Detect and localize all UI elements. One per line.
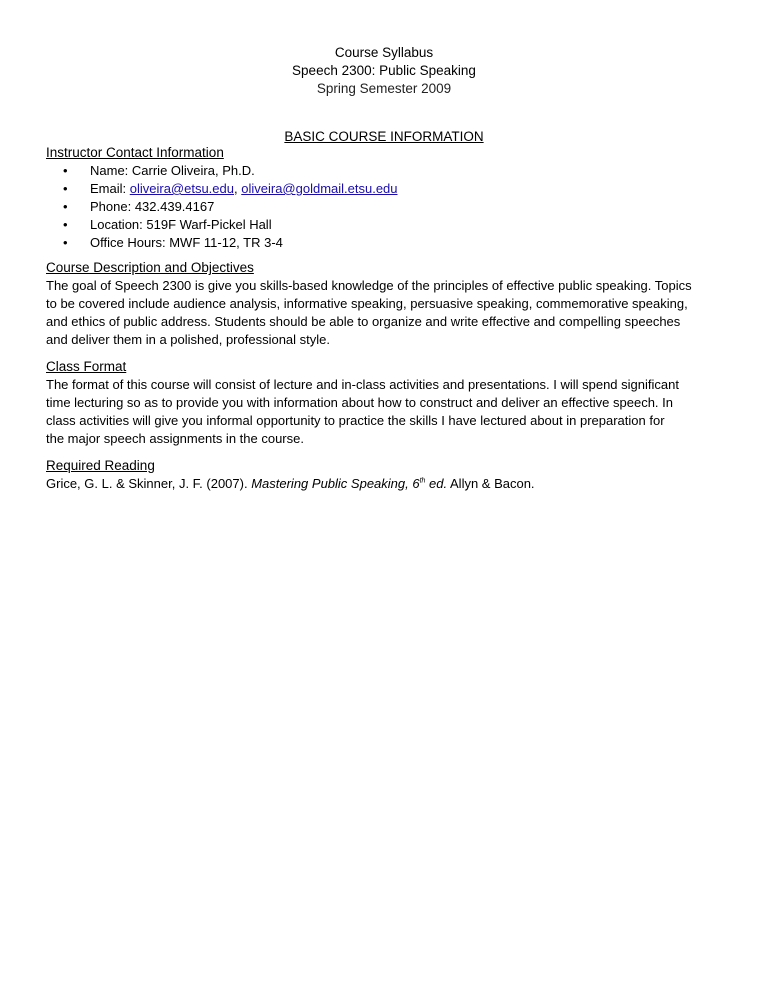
- bullet-icon: •: [63, 217, 68, 232]
- document-header: [0, 44, 768, 98]
- citation-title: Mastering Public Speaking, 6: [251, 476, 420, 491]
- section-banner: BASIC COURSE INFORMATION: [284, 129, 484, 144]
- email-label: Email:: [90, 181, 130, 196]
- class-format-section: [46, 358, 736, 448]
- bullet-icon: •: [63, 163, 68, 178]
- contact-location: Location: 519F Warf-Pickel Hall: [90, 217, 272, 232]
- citation: [46, 475, 736, 493]
- contact-name: Name: Carrie Oliveira, Ph.D.: [90, 163, 255, 178]
- required-reading-section: [46, 457, 736, 493]
- course-description-heading: Course Description and Objectives: [46, 260, 254, 275]
- email-link-goldmail[interactable]: oliveira@goldmail.etsu.edu: [241, 181, 398, 196]
- description-line: The goal of Speech 2300 is give you skills-based knowledge of the principles of effective public speaking. Topics: [46, 278, 692, 293]
- list-item: [46, 216, 736, 234]
- instructor-contact-heading: Instructor Contact Information: [46, 145, 224, 160]
- bullet-icon: •: [63, 235, 68, 250]
- description-line: to be covered include audience analysis, informative speaking, persuasive speaking, commemorative speaking,: [46, 296, 688, 311]
- contact-phone: Phone: 432.439.4167: [90, 199, 215, 214]
- class-format-heading: Class Format: [46, 359, 127, 374]
- course-name: Speech 2300: Public Speaking: [292, 63, 476, 78]
- document-title: Course Syllabus: [334, 45, 434, 60]
- bullet-icon: •: [63, 199, 68, 214]
- citation-edition-word: ed.: [425, 476, 448, 491]
- description-line: and ethics of public address. Students should be able to organize and write effective and compelling speeches: [46, 314, 681, 329]
- bullet-icon: •: [63, 181, 68, 196]
- list-item: [46, 234, 736, 252]
- instructor-contact-section: [46, 144, 736, 252]
- description-line: and deliver them in a polished, professional style.: [46, 332, 330, 347]
- citation-authors: Grice, G. L. & Skinner, J. F. (2007).: [46, 476, 252, 491]
- format-line: the major speech assignments in the course.: [46, 431, 304, 446]
- format-line: time lecturing so as to provide you with information about how to construct and deliver an effective speech. In: [46, 395, 673, 410]
- required-reading-heading: Required Reading: [46, 458, 155, 473]
- citation-publisher: Allyn & Bacon.: [447, 476, 535, 491]
- email-link-etsu[interactable]: oliveira@etsu.edu: [129, 181, 234, 196]
- email-separator: ,: [234, 181, 242, 196]
- contact-office-hours: Office Hours: MWF 11-12, TR 3-4: [90, 235, 283, 250]
- format-line: class activities will give you informal opportunity to practice the skills I have lectured about in preparation for: [46, 413, 665, 428]
- semester: Spring Semester 2009: [316, 81, 452, 96]
- contact-list: [46, 162, 736, 252]
- format-line: The format of this course will consist of lecture and in-class activities and presentations. I will spend significant: [46, 377, 679, 392]
- citation-edition-superscript: th: [419, 477, 426, 485]
- list-item: [46, 162, 736, 180]
- course-description-section: [46, 259, 736, 349]
- list-item: [46, 198, 736, 216]
- list-item: [46, 180, 736, 198]
